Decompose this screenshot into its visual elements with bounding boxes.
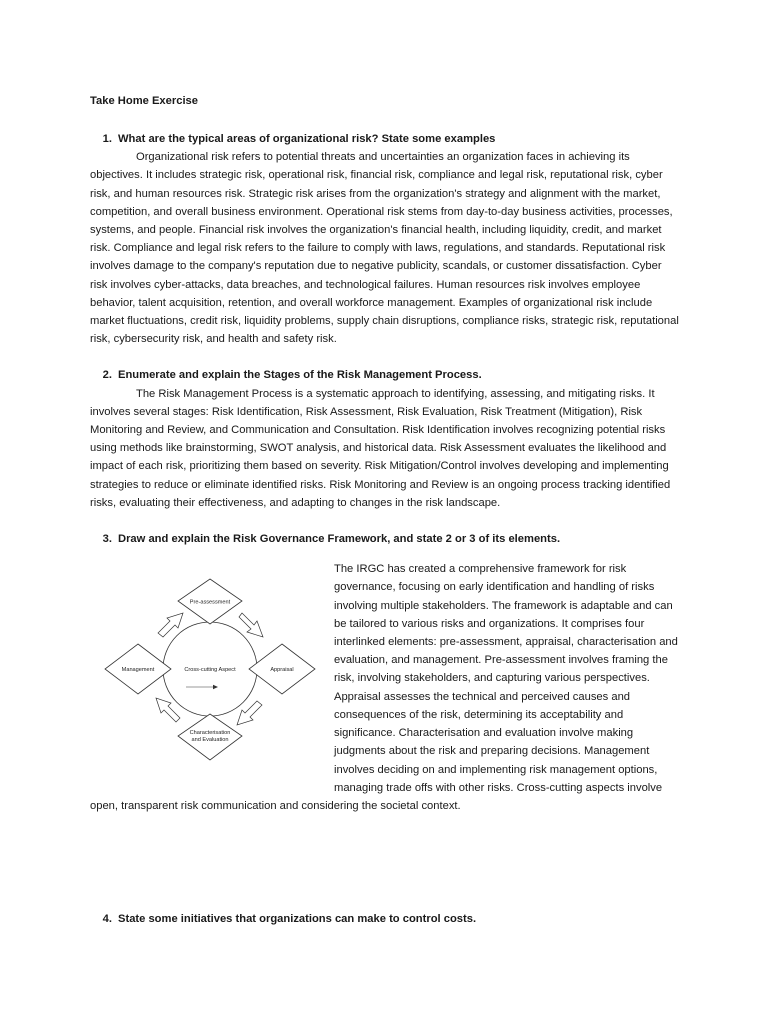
question-1-heading (90, 130, 680, 148)
document-page (90, 92, 680, 925)
diagram-label-right: Appraisal (270, 667, 294, 674)
question-4-number: 4. (102, 913, 112, 925)
question-4 (90, 910, 476, 928)
risk-governance-diagram (90, 564, 330, 794)
question-1 (90, 130, 680, 348)
question-3-figure-block (90, 560, 680, 815)
document-title: Take Home Exercise (90, 95, 199, 107)
question-1-number: 1. (102, 133, 112, 145)
diagram-label-bottom-2: and Evaluation (191, 737, 229, 744)
question-3-heading (90, 530, 680, 548)
arrow-top-right (239, 613, 263, 637)
question-3 (90, 530, 680, 815)
question-4-heading-text: State some initiatives that organizations can make to control costs. (118, 913, 477, 925)
question-2-number: 2. (102, 369, 112, 382)
question-1-heading-text: What are the typical areas of organizational risk? State some examples (118, 133, 496, 145)
question-4-heading (90, 910, 476, 928)
diagram-label-center: Cross-cutting Aspect (184, 667, 236, 674)
question-3-answer: The IRGC has created a comprehensive framework for risk governance, focusing on early identification and handling of risks involving multiple stakeholders. The framework is adaptable and can be tailored to various risks and organizations. It comprises four interlinked elements: pre-assessment, appraisal, characterisation and evaluation, and management. Pre-assessment involves framing the risk, involving stakeholders, and capturing various perspectives. Appraisal assesses the technical and perceived causes and consequences of the risk, determining its acceptability and significance. Characterisation and evaluation involve making judgments about the risk and preparing decisions. Management involves deciding on and implementing risk management options, managing trade offs with other risks. Cross-cutting aspects involve open, transparent risk communication and considering the societal context. (90, 563, 678, 812)
question-2-heading (90, 366, 680, 384)
question-2 (90, 366, 680, 512)
question-3-number: 3. (102, 533, 112, 546)
internal-arrow-head (213, 685, 218, 689)
question-3-heading-text: Draw and explain the Risk Governance Framework, and state 2 or 3 of its elements. (118, 533, 561, 546)
diagram-label-bottom-1: Characterisation (189, 730, 231, 737)
diagram-label-left: Management (121, 667, 155, 674)
diagram-label-top: Pre-assessment (189, 599, 231, 606)
question-1-answer: Organizational risk refers to potential threats and uncertainties an organization faces in achieving its objectives. It includes strategic risk, operational risk, financial risk, compliance and legal risk, reputational risk, cyber risk, and human resources risk. Strategic risk arises from the organization's strategy and alignment with the market, competition, and overall business environment. Operational risk stems from day-to-day business activities, processes, systems, and people. Financial risk involves the organization's financial health, including liquidity, credit, and market risk. Compliance and legal risk refers to the failure to comply with laws, regulations, and standards. Reputational risk involves damage to the company's reputation due to negative publicity, scandals, or customer dissatisfaction. Cyber risk involves cyber-attacks, data breaches, and technological failures. Human resources risk involves employee behavior, talent acquisition, retention, and overall workforce management. Examples of organizational risk include market fluctuations, credit risk, liquidity problems, supply chain disruptions, compliance risks, strategic risk, reputational risk, cybersecurity risk, and health and safety risk. (90, 151, 679, 346)
question-2-answer: The Risk Management Process is a systematic approach to identifying, assessing, and mitigating risks. It involves several stages: Risk Identification, Risk Assessment, Risk Evaluation, Risk Treatment (Mitigation), Risk Monitoring and Review, and Communication and Consultation. Risk Identification involves recognizing potential risks using methods like brainstorming, SWOT analysis, and historical data. Risk Assessment evaluates the likelihood and impact of each risk, prioritizing them based on severity. Risk Mitigation/Control involves developing and implementing strategies to reduce or eliminate identified risks. Risk Monitoring and Review is an ongoing process tracking identified risks, evaluating their effectiveness, and adapting to changes in the risk landscape. (90, 387, 671, 509)
question-2-heading-text: Enumerate and explain the Stages of the Risk Management Process. (118, 369, 482, 382)
